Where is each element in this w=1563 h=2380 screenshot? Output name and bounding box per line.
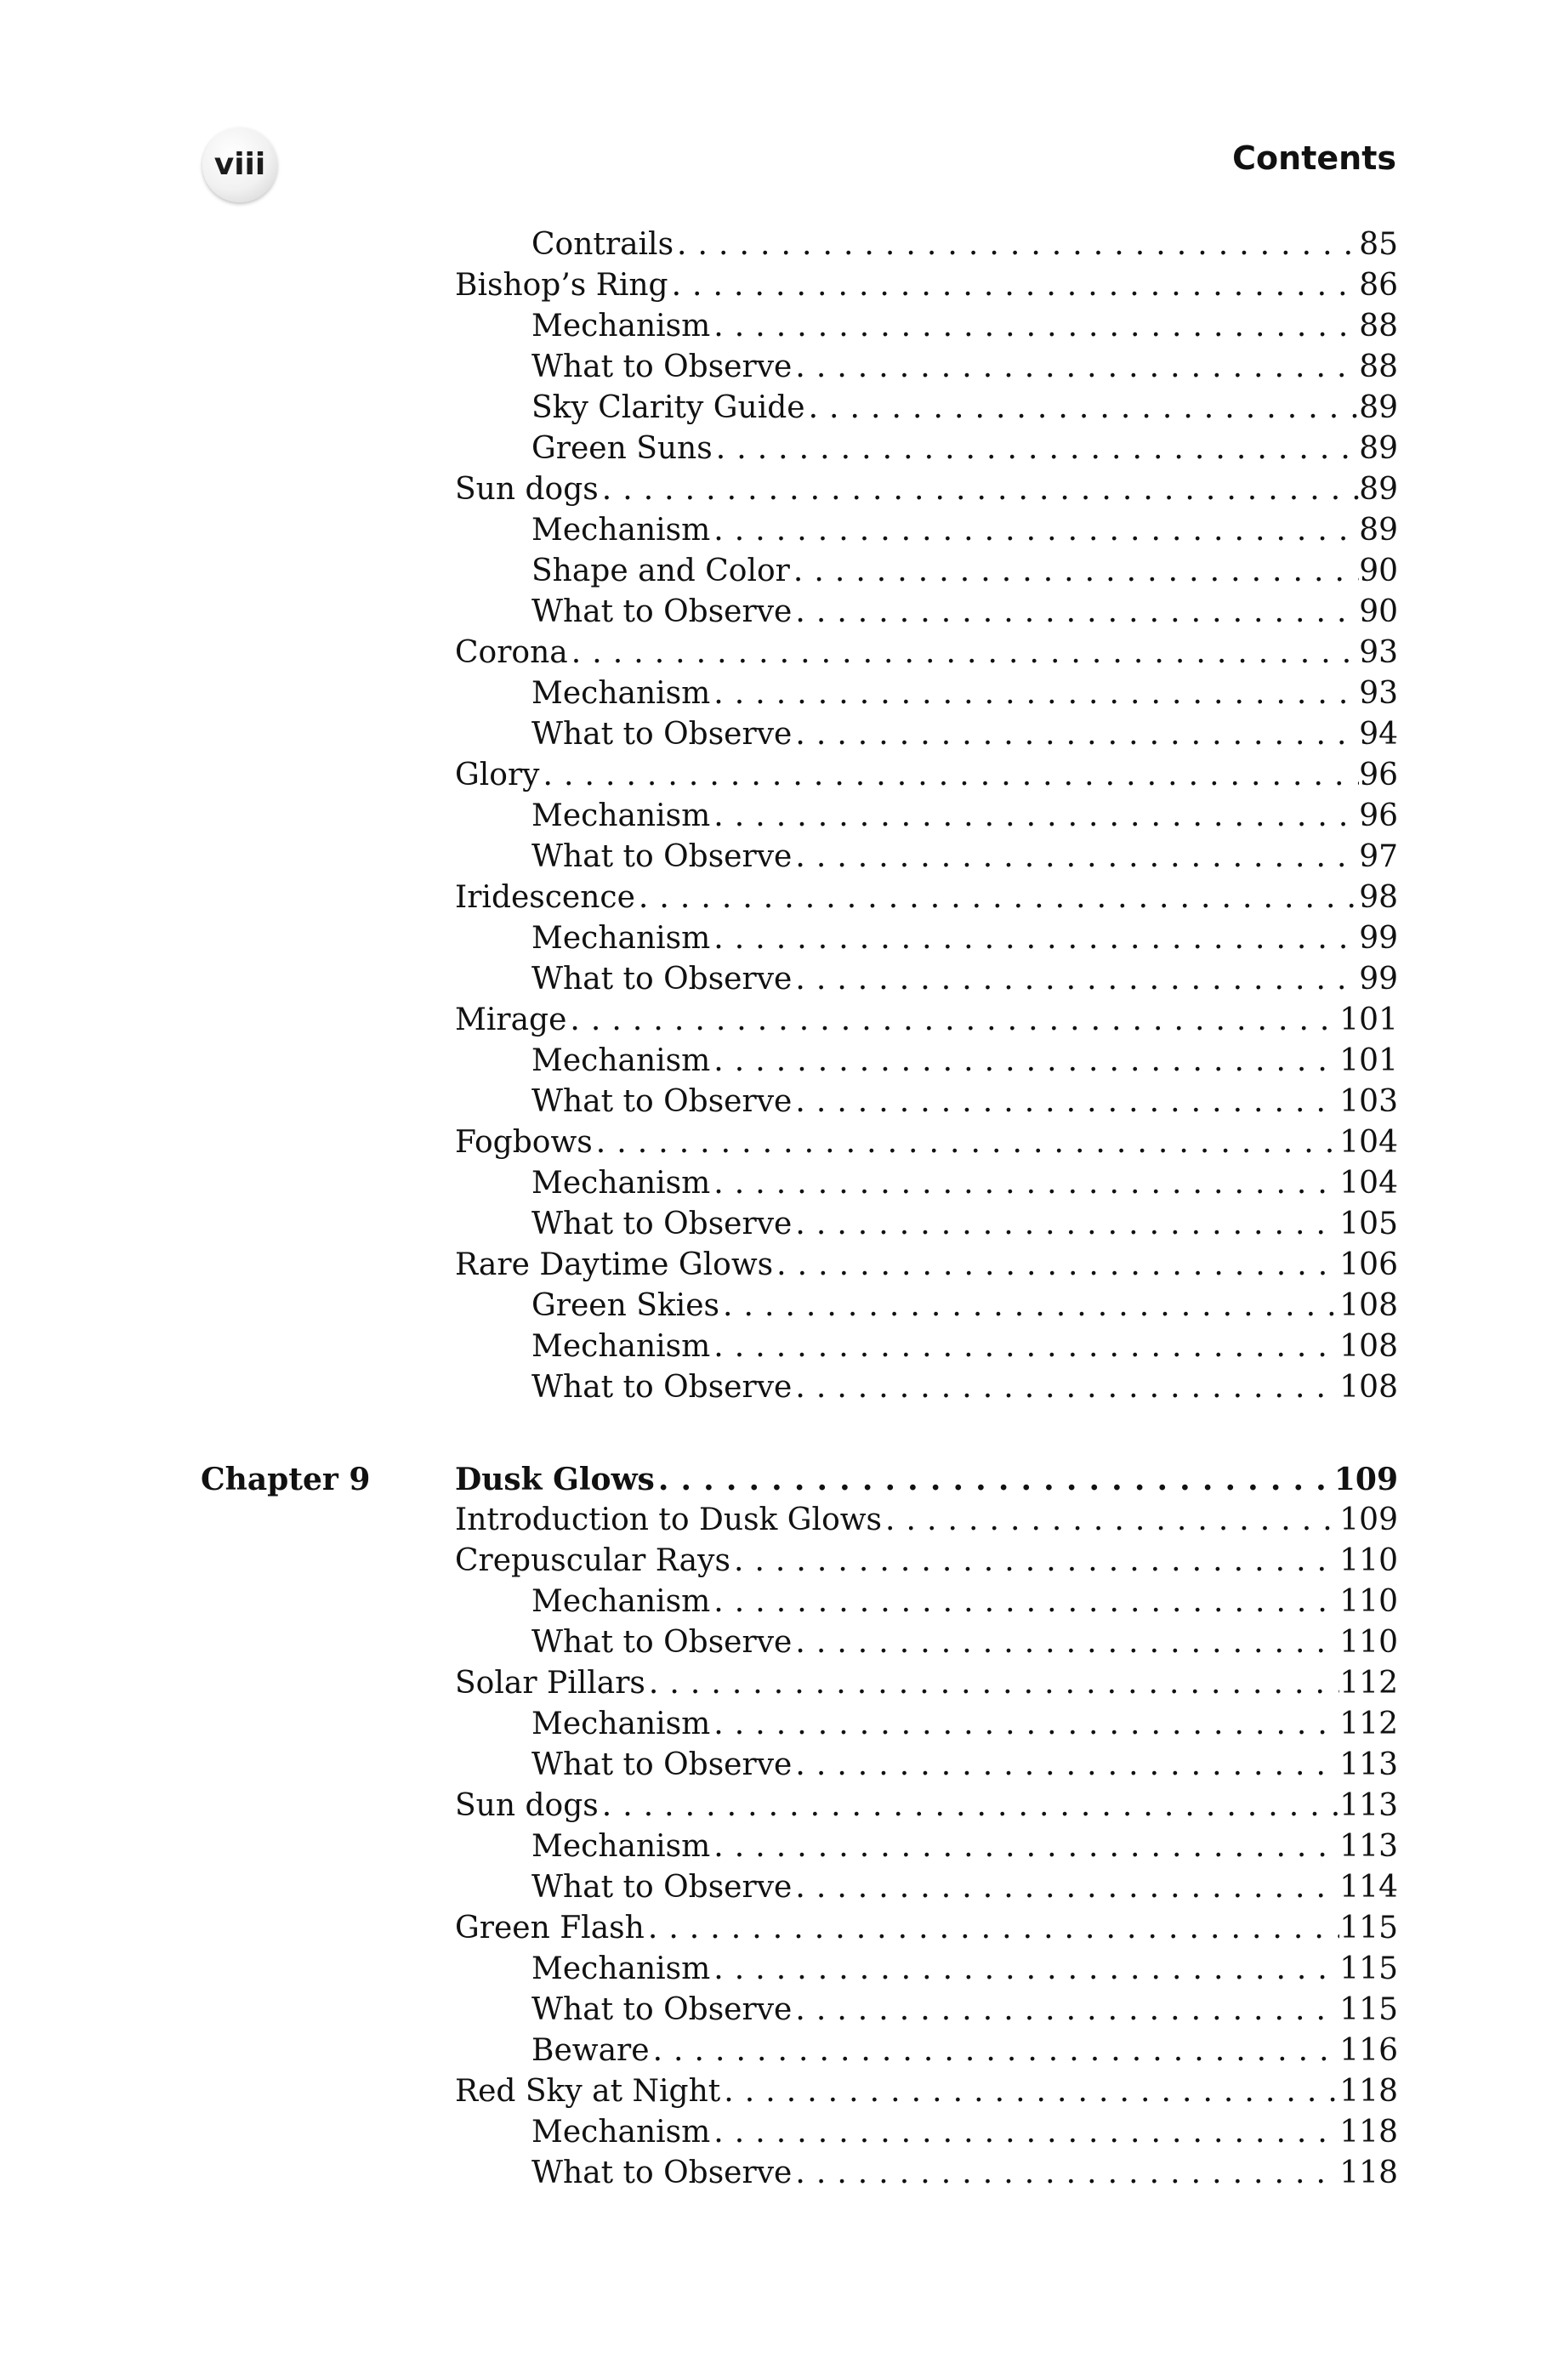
toc-entry-page: 109 bbox=[1333, 1462, 1398, 1497]
toc-entry[interactable] bbox=[531, 673, 1398, 714]
toc-entry-page: 113 bbox=[1339, 1788, 1398, 1823]
toc-entry[interactable] bbox=[531, 837, 1398, 878]
toc-entry-title: Dusk Glows bbox=[455, 1462, 655, 1497]
toc-entry[interactable] bbox=[531, 592, 1398, 633]
toc-entry[interactable] bbox=[531, 1326, 1398, 1367]
dot-leader bbox=[655, 1459, 1334, 1500]
toc-entry[interactable] bbox=[531, 224, 1398, 265]
dot-leader bbox=[710, 1326, 1339, 1367]
toc-entry[interactable] bbox=[455, 878, 1398, 918]
toc-entry-page: 89 bbox=[1359, 431, 1398, 466]
toc-entry-title: Mechanism bbox=[531, 1584, 711, 1619]
dot-leader bbox=[540, 755, 1360, 796]
toc-entry[interactable] bbox=[531, 2153, 1398, 2194]
toc-entry-page: 110 bbox=[1339, 1584, 1398, 1619]
toc-entry-page: 101 bbox=[1339, 1043, 1398, 1078]
toc-entry[interactable] bbox=[455, 1908, 1398, 1949]
toc-entry[interactable] bbox=[531, 796, 1398, 837]
toc-entry-title: Beware bbox=[531, 2033, 650, 2068]
dot-leader bbox=[792, 1867, 1339, 1908]
toc-entry-page: 90 bbox=[1359, 554, 1398, 588]
toc-entry-page: 105 bbox=[1339, 1207, 1398, 1241]
toc-entry[interactable] bbox=[455, 633, 1398, 673]
toc-entry[interactable] bbox=[531, 1204, 1398, 1245]
dot-leader bbox=[635, 878, 1359, 918]
toc-entry-title: Red Sky at Night bbox=[455, 2074, 721, 2109]
dot-leader bbox=[792, 837, 1359, 878]
toc-entry-title: What to Observe bbox=[531, 962, 793, 997]
toc-chapter-entry[interactable] bbox=[201, 1459, 1398, 1500]
toc-entry[interactable] bbox=[531, 918, 1398, 959]
toc-entry-title: Mechanism bbox=[531, 798, 711, 833]
toc-entry-title: What to Observe bbox=[531, 349, 793, 384]
table-of-contents bbox=[0, 224, 1563, 2194]
toc-entry-page: 106 bbox=[1339, 1247, 1398, 1282]
toc-entry-page: 99 bbox=[1359, 921, 1398, 956]
toc-entry[interactable] bbox=[531, 1826, 1398, 1867]
toc-entry-title: Sun dogs bbox=[455, 1788, 599, 1823]
toc-entry-page: 98 bbox=[1359, 880, 1398, 915]
dot-leader bbox=[710, 796, 1359, 837]
dot-leader bbox=[566, 1000, 1339, 1041]
toc-entry[interactable] bbox=[531, 1867, 1398, 1908]
dot-leader bbox=[645, 1663, 1339, 1704]
dot-leader bbox=[792, 592, 1359, 633]
toc-entry-title: Bishop’s Ring bbox=[455, 268, 668, 303]
toc-entry-page: 89 bbox=[1359, 513, 1398, 548]
toc-entry-title: Mechanism bbox=[531, 2115, 711, 2150]
toc-entry-title: Mechanism bbox=[531, 513, 711, 548]
toc-entry-page: 90 bbox=[1359, 594, 1398, 629]
toc-entry-page: 109 bbox=[1339, 1502, 1398, 1537]
toc-entry-title: What to Observe bbox=[531, 1370, 793, 1405]
toc-entry-title: What to Observe bbox=[531, 1625, 793, 1660]
toc-entry-title: What to Observe bbox=[531, 1870, 793, 1905]
dot-leader bbox=[792, 2153, 1339, 2194]
toc-entry-title: What to Observe bbox=[531, 839, 793, 874]
dot-leader bbox=[645, 1908, 1339, 1949]
toc-entry-title: What to Observe bbox=[531, 1084, 793, 1119]
toc-entry-page: 93 bbox=[1359, 635, 1398, 670]
dot-leader bbox=[773, 1245, 1339, 1286]
dot-leader bbox=[710, 1041, 1339, 1082]
dot-leader bbox=[792, 959, 1359, 1000]
toc-entry-page: 116 bbox=[1339, 2033, 1398, 2068]
toc-entry-page: 118 bbox=[1339, 2074, 1398, 2109]
dot-leader bbox=[713, 429, 1359, 469]
toc-entry-title: Mechanism bbox=[531, 1043, 711, 1078]
toc-entry[interactable] bbox=[531, 388, 1398, 429]
dot-leader bbox=[599, 469, 1359, 510]
toc-entry-page: 101 bbox=[1339, 1003, 1398, 1037]
toc-entry-title: Mechanism bbox=[531, 1707, 711, 1741]
dot-leader bbox=[568, 633, 1359, 673]
toc-entry-page: 86 bbox=[1359, 268, 1398, 303]
toc-entry-title: Mechanism bbox=[531, 921, 711, 956]
toc-entry[interactable] bbox=[531, 1949, 1398, 1990]
toc-entry-page: 108 bbox=[1339, 1288, 1398, 1323]
toc-entry-page: 97 bbox=[1359, 839, 1398, 874]
dot-leader bbox=[792, 714, 1359, 755]
dot-leader bbox=[790, 551, 1359, 592]
page-number-badge: viii bbox=[202, 128, 277, 202]
dot-leader bbox=[805, 388, 1360, 429]
dot-leader bbox=[710, 1582, 1339, 1622]
chapter-label: Chapter 9 bbox=[201, 1462, 371, 1497]
dot-leader bbox=[730, 1541, 1339, 1582]
toc-entry[interactable] bbox=[531, 2112, 1398, 2153]
toc-entry[interactable] bbox=[531, 510, 1398, 551]
toc-entry-page: 114 bbox=[1339, 1870, 1398, 1905]
running-head: Contents bbox=[1232, 139, 1396, 177]
toc-entry[interactable] bbox=[455, 1122, 1398, 1163]
toc-entry[interactable] bbox=[455, 265, 1398, 306]
toc-entry-title: What to Observe bbox=[531, 2156, 793, 2190]
toc-entry-title: Mechanism bbox=[531, 1329, 711, 1364]
toc-entry[interactable] bbox=[531, 1622, 1398, 1663]
toc-entry-page: 112 bbox=[1339, 1666, 1398, 1701]
toc-entry-page: 99 bbox=[1359, 962, 1398, 997]
toc-entry-title: Rare Daytime Glows bbox=[455, 1247, 774, 1282]
toc-entry[interactable] bbox=[455, 1500, 1398, 1541]
dot-leader bbox=[710, 673, 1359, 714]
toc-entry-title: Shape and Color bbox=[531, 554, 790, 588]
toc-entry-page: 85 bbox=[1359, 227, 1398, 262]
toc-entry[interactable] bbox=[531, 1041, 1398, 1082]
dot-leader bbox=[599, 1786, 1340, 1826]
dot-leader bbox=[792, 347, 1359, 388]
dot-leader bbox=[710, 1949, 1339, 1990]
toc-entry-title: Sky Clarity Guide bbox=[531, 390, 805, 425]
dot-leader bbox=[593, 1122, 1340, 1163]
toc-entry-title: What to Observe bbox=[531, 1992, 793, 2027]
toc-entry-title: Corona bbox=[455, 635, 568, 670]
toc-entry-title: Green Suns bbox=[531, 431, 713, 466]
toc-entry[interactable] bbox=[455, 1245, 1398, 1286]
toc-entry[interactable] bbox=[455, 1786, 1398, 1826]
toc-entry-page: 96 bbox=[1359, 798, 1398, 833]
toc-entry[interactable] bbox=[531, 1163, 1398, 1204]
toc-entry-page: 94 bbox=[1359, 717, 1398, 752]
toc-entry-page: 113 bbox=[1339, 1747, 1398, 1782]
toc-entry-page: 115 bbox=[1339, 1951, 1398, 1986]
dot-leader bbox=[792, 1367, 1339, 1408]
dot-leader bbox=[668, 265, 1360, 306]
toc-entry-page: 96 bbox=[1359, 758, 1398, 792]
toc-entry-page: 108 bbox=[1339, 1370, 1398, 1405]
dot-leader bbox=[792, 1990, 1339, 2031]
toc-entry[interactable] bbox=[531, 306, 1398, 347]
toc-entry-page: 118 bbox=[1339, 2115, 1398, 2150]
toc-entry[interactable] bbox=[531, 1367, 1398, 1408]
toc-entry-title: Mechanism bbox=[531, 1166, 711, 1201]
toc-entry-page: 93 bbox=[1359, 676, 1398, 711]
toc-entry-page: 89 bbox=[1359, 472, 1398, 507]
dot-leader bbox=[710, 918, 1359, 959]
toc-entry-page: 88 bbox=[1359, 349, 1398, 384]
toc-entry[interactable] bbox=[455, 1663, 1398, 1704]
toc-entry[interactable] bbox=[531, 347, 1398, 388]
toc-entry[interactable] bbox=[531, 1745, 1398, 1786]
dot-leader bbox=[674, 224, 1359, 265]
toc-entry-page: 110 bbox=[1339, 1625, 1398, 1660]
dot-leader bbox=[710, 2112, 1339, 2153]
toc-entry-page: 113 bbox=[1339, 1829, 1398, 1864]
toc-entry-title: Iridescence bbox=[455, 880, 635, 915]
toc-entry[interactable] bbox=[455, 2071, 1398, 2112]
dot-leader bbox=[720, 2071, 1339, 2112]
toc-entry[interactable] bbox=[455, 469, 1398, 510]
toc-entry[interactable] bbox=[531, 1990, 1398, 2031]
toc-entry[interactable] bbox=[531, 959, 1398, 1000]
toc-entry-page: 112 bbox=[1339, 1707, 1398, 1741]
dot-leader bbox=[792, 1204, 1339, 1245]
toc-entry-page: 104 bbox=[1339, 1166, 1398, 1201]
toc-entry-title: Mechanism bbox=[531, 676, 711, 711]
toc-entry-title: What to Observe bbox=[531, 594, 793, 629]
toc-entry-title: Crepuscular Rays bbox=[455, 1543, 730, 1578]
dot-leader bbox=[792, 1622, 1339, 1663]
toc-entry[interactable] bbox=[531, 429, 1398, 469]
toc-entry[interactable] bbox=[455, 755, 1398, 796]
toc-entry[interactable] bbox=[531, 2031, 1398, 2071]
dot-leader bbox=[719, 1286, 1339, 1326]
dot-leader bbox=[710, 306, 1359, 347]
toc-entry-title: Mirage bbox=[455, 1003, 567, 1037]
toc-entry-title: Fogbows bbox=[455, 1125, 593, 1160]
toc-entry-title: Introduction to Dusk Glows bbox=[455, 1502, 883, 1537]
toc-entry-title: Mechanism bbox=[531, 1951, 711, 1986]
toc-entry-title: What to Observe bbox=[531, 717, 793, 752]
toc-entry-title: Mechanism bbox=[531, 309, 711, 344]
toc-entry-title: What to Observe bbox=[531, 1207, 793, 1241]
dot-leader bbox=[710, 1826, 1339, 1867]
toc-entry-title: Green Skies bbox=[531, 1288, 719, 1323]
dot-leader bbox=[792, 1745, 1339, 1786]
toc-entry-page: 118 bbox=[1339, 2156, 1398, 2190]
toc-entry-page: 104 bbox=[1339, 1125, 1398, 1160]
toc-entry[interactable] bbox=[531, 551, 1398, 592]
toc-entry-page: 89 bbox=[1359, 390, 1398, 425]
toc-entry-page: 115 bbox=[1339, 1992, 1398, 2027]
toc-entry-title: Glory bbox=[455, 758, 540, 792]
dot-leader bbox=[882, 1500, 1339, 1541]
toc-entry[interactable] bbox=[531, 1082, 1398, 1122]
toc-entry[interactable] bbox=[531, 714, 1398, 755]
toc-entry[interactable] bbox=[531, 1704, 1398, 1745]
toc-entry-page: 103 bbox=[1339, 1084, 1398, 1119]
dot-leader bbox=[650, 2031, 1340, 2071]
dot-leader bbox=[792, 1082, 1339, 1122]
toc-entry-page: 88 bbox=[1359, 309, 1398, 344]
toc-entry-title: Sun dogs bbox=[455, 472, 599, 507]
dot-leader bbox=[710, 510, 1359, 551]
toc-entry-page: 108 bbox=[1339, 1329, 1398, 1364]
toc-entry-page: 110 bbox=[1339, 1543, 1398, 1578]
chapter-gap bbox=[0, 1408, 1563, 1459]
toc-entry[interactable] bbox=[455, 1000, 1398, 1041]
toc-entry-title: Green Flash bbox=[455, 1911, 645, 1945]
toc-entry[interactable] bbox=[531, 1286, 1398, 1326]
toc-entry-page: 115 bbox=[1339, 1911, 1398, 1945]
toc-entry-title: What to Observe bbox=[531, 1747, 793, 1782]
dot-leader bbox=[710, 1163, 1339, 1204]
dot-leader bbox=[710, 1704, 1339, 1745]
toc-entry-title: Contrails bbox=[531, 227, 674, 262]
toc-entry[interactable] bbox=[531, 1582, 1398, 1622]
toc-entry-title: Solar Pillars bbox=[455, 1666, 645, 1701]
toc-entry[interactable] bbox=[455, 1541, 1398, 1582]
toc-entry-title: Mechanism bbox=[531, 1829, 711, 1864]
